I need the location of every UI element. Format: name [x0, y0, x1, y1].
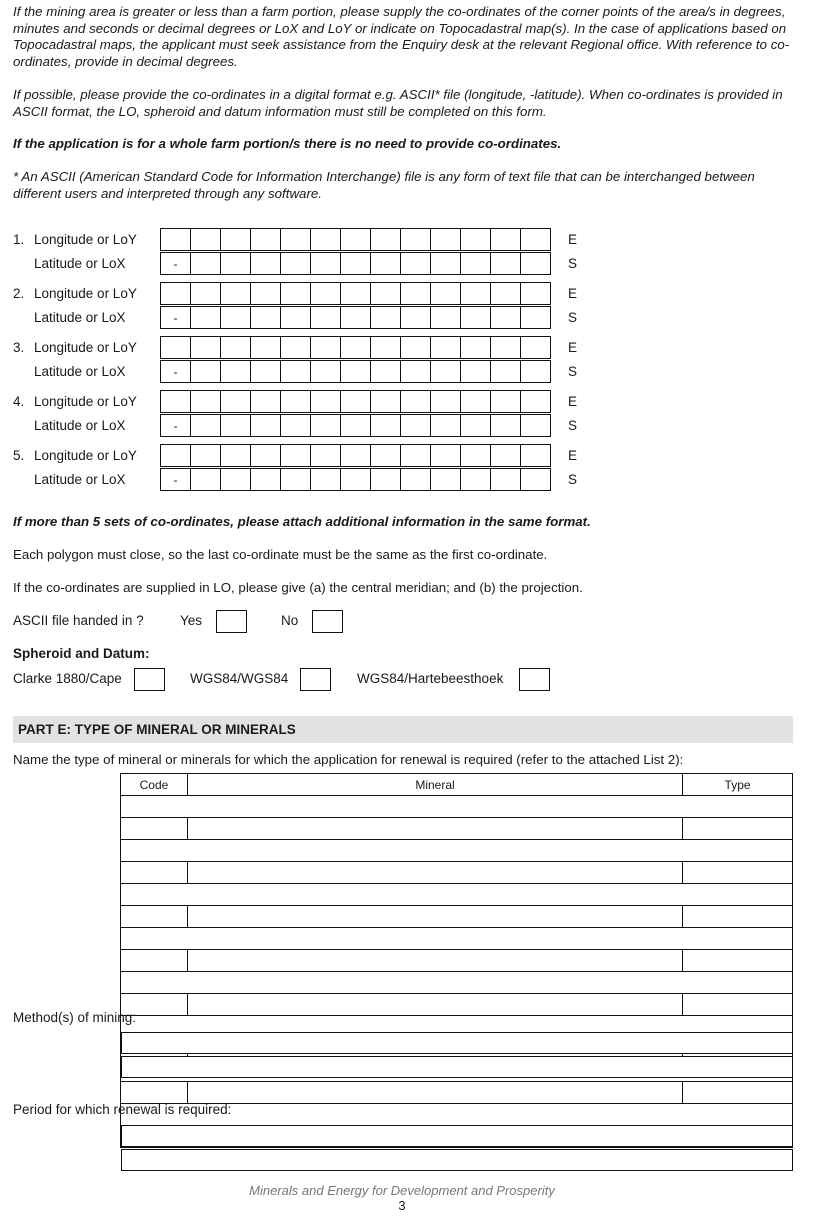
longitude-digit-cell[interactable] [280, 282, 311, 305]
type-column-header: Type [683, 774, 793, 796]
table-row [121, 950, 793, 972]
longitude-digit-cell[interactable] [520, 444, 551, 467]
longitude-digit-cell[interactable] [430, 282, 461, 305]
latitude-digit-cell[interactable] [220, 306, 251, 329]
latitude-input-grid [160, 306, 551, 329]
polygon-close-note: Each polygon must close, so the last co-ordinate must be the same as the first co-ordinate. [13, 547, 548, 562]
latitude-digit-cell[interactable] [310, 252, 341, 275]
latitude-digit-cell[interactable] [190, 360, 221, 383]
type-cell[interactable] [683, 862, 793, 884]
latitude-digit-cell[interactable] [370, 306, 401, 329]
code-cell[interactable] [121, 862, 188, 884]
code-cell[interactable] [121, 906, 188, 928]
spheroid-option-wgs84-label: WGS84/WGS84 [190, 671, 289, 686]
east-indicator: E [568, 340, 578, 355]
method-field-2[interactable] [121, 1056, 793, 1078]
part-e-header [13, 716, 793, 743]
south-indicator: S [568, 364, 578, 379]
spheroid-option-hartebeesthoek-checkbox[interactable] [519, 668, 550, 691]
latitude-digit-cell[interactable] [490, 306, 521, 329]
longitude-digit-cell[interactable] [160, 336, 191, 359]
latitude-digit-cell[interactable] [340, 360, 371, 383]
longitude-input-grid [160, 228, 551, 251]
latitude-digit-cell[interactable] [250, 468, 281, 491]
latitude-digit-cell[interactable] [340, 306, 371, 329]
longitude-label: Longitude or LoY [34, 286, 137, 301]
longitude-digit-cell[interactable] [160, 390, 191, 413]
spheroid-option-clarke-checkbox[interactable] [134, 668, 165, 691]
longitude-digit-cell[interactable] [160, 228, 191, 251]
mineral-cell[interactable] [187, 994, 682, 1016]
longitude-digit-cell[interactable] [190, 282, 221, 305]
period-field-1[interactable] [121, 1125, 793, 1147]
intro-paragraph-4: * An ASCII (American Standard Code for Information Interchange) file is any form of text file that can be interchanged between different users and interpreted through any software. [13, 169, 755, 201]
intro-paragraph-2: If possible, please provide the co-ordinates in a digital format e.g. ASCII* file (longitude, -latitude). When co-ordinates is provided in ASCII format, the LO, spheroid and datum information must still be completed on this form. [13, 87, 783, 119]
longitude-digit-cell[interactable] [280, 228, 311, 251]
longitude-digit-cell[interactable] [310, 444, 341, 467]
latitude-digit-cell[interactable] [520, 252, 551, 275]
longitude-digit-cell[interactable] [340, 444, 371, 467]
coordinate-row-number: 4. [13, 394, 25, 409]
latitude-digit-cell[interactable] [340, 468, 371, 491]
latitude-digit-cell[interactable] [460, 360, 491, 383]
latitude-digit-cell[interactable] [340, 252, 371, 275]
latitude-digit-cell[interactable] [280, 252, 311, 275]
type-cell[interactable] [683, 950, 793, 972]
longitude-digit-cell[interactable] [460, 444, 491, 467]
longitude-digit-cell[interactable] [370, 282, 401, 305]
part-e-instruction: Name the type of mineral or minerals for which the application for renewal is required (refer to the attached List 2): [13, 752, 684, 767]
east-indicator: E [568, 286, 578, 301]
latitude-digit-cell[interactable] [460, 414, 491, 437]
latitude-digit-cell[interactable] [190, 252, 221, 275]
ascii-question: ASCII file handed in ? [13, 613, 144, 628]
code-cell[interactable] [121, 1082, 188, 1104]
longitude-digit-cell[interactable] [460, 336, 491, 359]
table-row [121, 818, 793, 840]
longitude-digit-cell[interactable] [250, 282, 281, 305]
longitude-digit-cell[interactable] [310, 336, 341, 359]
latitude-digit-cell[interactable] [400, 468, 431, 491]
latitude-label: Latitude or LoX [34, 256, 126, 271]
table-spacer [121, 928, 793, 950]
east-indicator: E [568, 448, 578, 463]
intro-paragraph-3: If the application is for a whole farm portion/s there is no need to provide co-ordinates. [13, 136, 562, 151]
type-cell[interactable] [683, 818, 793, 840]
latitude-digit-cell[interactable] [460, 252, 491, 275]
latitude-digit-cell[interactable] [310, 306, 341, 329]
latitude-label: Latitude or LoX [34, 364, 126, 379]
latitude-digit-cell[interactable]: - [160, 306, 191, 329]
latitude-digit-cell[interactable] [220, 252, 251, 275]
latitude-digit-cell[interactable] [250, 360, 281, 383]
method-label: Method(s) of mining: [13, 1010, 137, 1025]
longitude-digit-cell[interactable] [250, 390, 281, 413]
period-field-2[interactable] [121, 1149, 793, 1171]
type-cell[interactable] [683, 994, 793, 1016]
latitude-digit-cell[interactable]: - [160, 252, 191, 275]
longitude-digit-cell[interactable] [340, 228, 371, 251]
longitude-digit-cell[interactable] [460, 390, 491, 413]
page-number: 3 [398, 1198, 406, 1213]
longitude-digit-cell[interactable] [190, 444, 221, 467]
spheroid-heading: Spheroid and Datum: [13, 646, 150, 661]
latitude-digit-cell[interactable] [430, 252, 461, 275]
longitude-digit-cell[interactable] [280, 444, 311, 467]
latitude-digit-cell[interactable] [430, 468, 461, 491]
latitude-digit-cell[interactable] [430, 306, 461, 329]
latitude-digit-cell[interactable] [310, 360, 341, 383]
latitude-input-grid [160, 468, 551, 491]
longitude-digit-cell[interactable] [280, 390, 311, 413]
longitude-digit-cell[interactable] [280, 336, 311, 359]
longitude-label: Longitude or LoY [34, 340, 137, 355]
latitude-digit-cell[interactable] [460, 306, 491, 329]
latitude-label: Latitude or LoX [34, 418, 126, 433]
latitude-digit-cell[interactable] [280, 468, 311, 491]
table-spacer [121, 884, 793, 906]
latitude-digit-cell[interactable] [460, 468, 491, 491]
longitude-digit-cell[interactable] [460, 282, 491, 305]
longitude-digit-cell[interactable] [520, 390, 551, 413]
minerals-table [120, 773, 793, 1148]
latitude-label: Latitude or LoX [34, 472, 126, 487]
longitude-digit-cell[interactable] [460, 228, 491, 251]
longitude-digit-cell[interactable] [520, 228, 551, 251]
longitude-digit-cell[interactable] [250, 444, 281, 467]
spheroid-option-wgs84-checkbox[interactable] [300, 668, 331, 691]
minerals-table-header [121, 774, 793, 796]
longitude-input-grid [160, 390, 551, 413]
coordinate-row-number: 3. [13, 340, 25, 355]
longitude-digit-cell[interactable] [400, 444, 431, 467]
latitude-digit-cell[interactable] [430, 414, 461, 437]
latitude-digit-cell[interactable] [340, 414, 371, 437]
longitude-digit-cell[interactable] [340, 282, 371, 305]
south-indicator: S [568, 310, 578, 325]
table-row [121, 994, 793, 1016]
east-indicator: E [568, 394, 578, 409]
latitude-digit-cell[interactable] [370, 414, 401, 437]
latitude-digit-cell[interactable] [490, 252, 521, 275]
longitude-digit-cell[interactable] [220, 336, 251, 359]
longitude-digit-cell[interactable] [310, 282, 341, 305]
latitude-digit-cell[interactable] [520, 360, 551, 383]
latitude-digit-cell[interactable] [280, 360, 311, 383]
latitude-digit-cell[interactable] [190, 414, 221, 437]
table-row [121, 1082, 793, 1104]
longitude-digit-cell[interactable] [370, 228, 401, 251]
table-row [121, 862, 793, 884]
latitude-digit-cell[interactable] [190, 306, 221, 329]
mineral-cell[interactable] [187, 862, 682, 884]
south-indicator: S [568, 256, 578, 271]
longitude-digit-cell[interactable] [160, 282, 191, 305]
longitude-input-grid [160, 282, 551, 305]
longitude-digit-cell[interactable] [310, 228, 341, 251]
latitude-digit-cell[interactable] [520, 468, 551, 491]
latitude-digit-cell[interactable] [280, 306, 311, 329]
table-spacer [121, 840, 793, 862]
latitude-digit-cell[interactable]: - [160, 360, 191, 383]
longitude-digit-cell[interactable] [250, 228, 281, 251]
latitude-digit-cell[interactable] [220, 360, 251, 383]
longitude-digit-cell[interactable] [430, 390, 461, 413]
longitude-digit-cell[interactable] [310, 390, 341, 413]
latitude-digit-cell[interactable] [400, 414, 431, 437]
latitude-digit-cell[interactable] [370, 468, 401, 491]
longitude-digit-cell[interactable] [400, 336, 431, 359]
longitude-digit-cell[interactable] [340, 336, 371, 359]
longitude-digit-cell[interactable] [400, 282, 431, 305]
longitude-digit-cell[interactable] [340, 390, 371, 413]
latitude-digit-cell[interactable] [280, 414, 311, 437]
latitude-digit-cell[interactable] [490, 468, 521, 491]
coordinate-row-number: 5. [13, 448, 25, 463]
period-label: Period for which renewal is required: [13, 1102, 232, 1117]
longitude-digit-cell[interactable] [490, 444, 521, 467]
type-cell[interactable] [683, 906, 793, 928]
longitude-digit-cell[interactable] [370, 336, 401, 359]
longitude-digit-cell[interactable] [160, 444, 191, 467]
type-cell[interactable] [683, 1082, 793, 1104]
longitude-digit-cell[interactable] [430, 228, 461, 251]
latitude-digit-cell[interactable] [310, 414, 341, 437]
spheroid-option-clarke-label: Clarke 1880/Cape [13, 671, 122, 686]
longitude-digit-cell[interactable] [430, 444, 461, 467]
longitude-label: Longitude or LoY [34, 394, 137, 409]
longitude-digit-cell[interactable] [490, 336, 521, 359]
longitude-digit-cell[interactable] [190, 390, 221, 413]
longitude-digit-cell[interactable] [400, 228, 431, 251]
mineral-cell[interactable] [187, 818, 682, 840]
latitude-digit-cell[interactable] [430, 360, 461, 383]
longitude-digit-cell[interactable] [490, 390, 521, 413]
latitude-digit-cell[interactable] [400, 360, 431, 383]
latitude-input-grid [160, 360, 551, 383]
coordinate-row-number: 2. [13, 286, 25, 301]
latitude-digit-cell[interactable]: - [160, 468, 191, 491]
latitude-digit-cell[interactable] [370, 252, 401, 275]
mineral-column-header: Mineral [187, 774, 682, 796]
latitude-digit-cell[interactable] [400, 252, 431, 275]
table-spacer [121, 796, 793, 818]
mineral-cell[interactable] [187, 906, 682, 928]
mineral-cell[interactable] [187, 950, 682, 972]
latitude-digit-cell[interactable] [490, 414, 521, 437]
ascii-yes-label: Yes [180, 613, 203, 628]
latitude-digit-cell[interactable] [370, 360, 401, 383]
latitude-digit-cell[interactable] [250, 252, 281, 275]
latitude-digit-cell[interactable] [520, 414, 551, 437]
longitude-digit-cell[interactable] [190, 336, 221, 359]
south-indicator: S [568, 418, 578, 433]
south-indicator: S [568, 472, 578, 487]
longitude-digit-cell[interactable] [220, 228, 251, 251]
ascii-no-label: No [281, 613, 299, 628]
longitude-input-grid [160, 336, 551, 359]
latitude-digit-cell[interactable] [400, 306, 431, 329]
latitude-digit-cell[interactable] [520, 306, 551, 329]
longitude-digit-cell[interactable] [430, 336, 461, 359]
longitude-label: Longitude or LoY [34, 232, 137, 247]
latitude-input-grid [160, 414, 551, 437]
longitude-digit-cell[interactable] [490, 282, 521, 305]
mineral-cell[interactable] [187, 1082, 682, 1104]
longitude-digit-cell[interactable] [520, 336, 551, 359]
latitude-digit-cell[interactable] [190, 468, 221, 491]
longitude-digit-cell[interactable] [400, 390, 431, 413]
longitude-digit-cell[interactable] [370, 390, 401, 413]
coordinate-row-number: 1. [13, 232, 25, 247]
longitude-digit-cell[interactable] [250, 336, 281, 359]
longitude-digit-cell[interactable] [190, 228, 221, 251]
latitude-label: Latitude or LoX [34, 310, 126, 325]
table-spacer [121, 972, 793, 994]
longitude-input-grid [160, 444, 551, 467]
latitude-digit-cell[interactable] [310, 468, 341, 491]
code-column-header: Code [121, 774, 188, 796]
latitude-digit-cell[interactable] [220, 414, 251, 437]
east-indicator: E [568, 232, 578, 247]
part-e-title: PART E: TYPE OF MINERAL OR MINERALS [18, 722, 296, 737]
longitude-digit-cell[interactable] [520, 282, 551, 305]
latitude-digit-cell[interactable] [490, 360, 521, 383]
table-row [121, 906, 793, 928]
more-than-five-note: If more than 5 sets of co-ordinates, please attach additional information in the same format. [13, 514, 591, 529]
lo-supplied-note: If the co-ordinates are supplied in LO, please give (a) the central meridian; and (b) the projection. [13, 580, 583, 595]
ascii-no-checkbox[interactable] [312, 610, 343, 633]
ascii-yes-checkbox[interactable] [216, 610, 247, 633]
longitude-digit-cell[interactable] [220, 390, 251, 413]
latitude-digit-cell[interactable] [220, 468, 251, 491]
footer-tagline: Minerals and Energy for Development and Prosperity [249, 1183, 555, 1198]
longitude-digit-cell[interactable] [370, 444, 401, 467]
latitude-digit-cell[interactable] [250, 414, 281, 437]
code-cell[interactable] [121, 818, 188, 840]
code-cell[interactable] [121, 950, 188, 972]
spheroid-option-hartebeesthoek-label: WGS84/Hartebeesthoek [357, 671, 504, 686]
intro-paragraph-1: If the mining area is greater or less than a farm portion, please supply the co-ordinates of the corner points of the area/s in degrees, minutes and seconds or decimal degrees or LoX and LoY or indicate on Topocadastral map(s). In the case of applications based on Topocadastral maps, the applicant must seek assistance from the Enquiry desk at the relevant Regional office. With reference to co-ordinates, provide in decimal degrees. [13, 4, 790, 69]
method-field-1[interactable] [121, 1032, 793, 1054]
latitude-digit-cell[interactable] [250, 306, 281, 329]
longitude-digit-cell[interactable] [220, 444, 251, 467]
longitude-digit-cell[interactable] [490, 228, 521, 251]
latitude-input-grid [160, 252, 551, 275]
longitude-label: Longitude or LoY [34, 448, 137, 463]
longitude-digit-cell[interactable] [220, 282, 251, 305]
latitude-digit-cell[interactable]: - [160, 414, 191, 437]
